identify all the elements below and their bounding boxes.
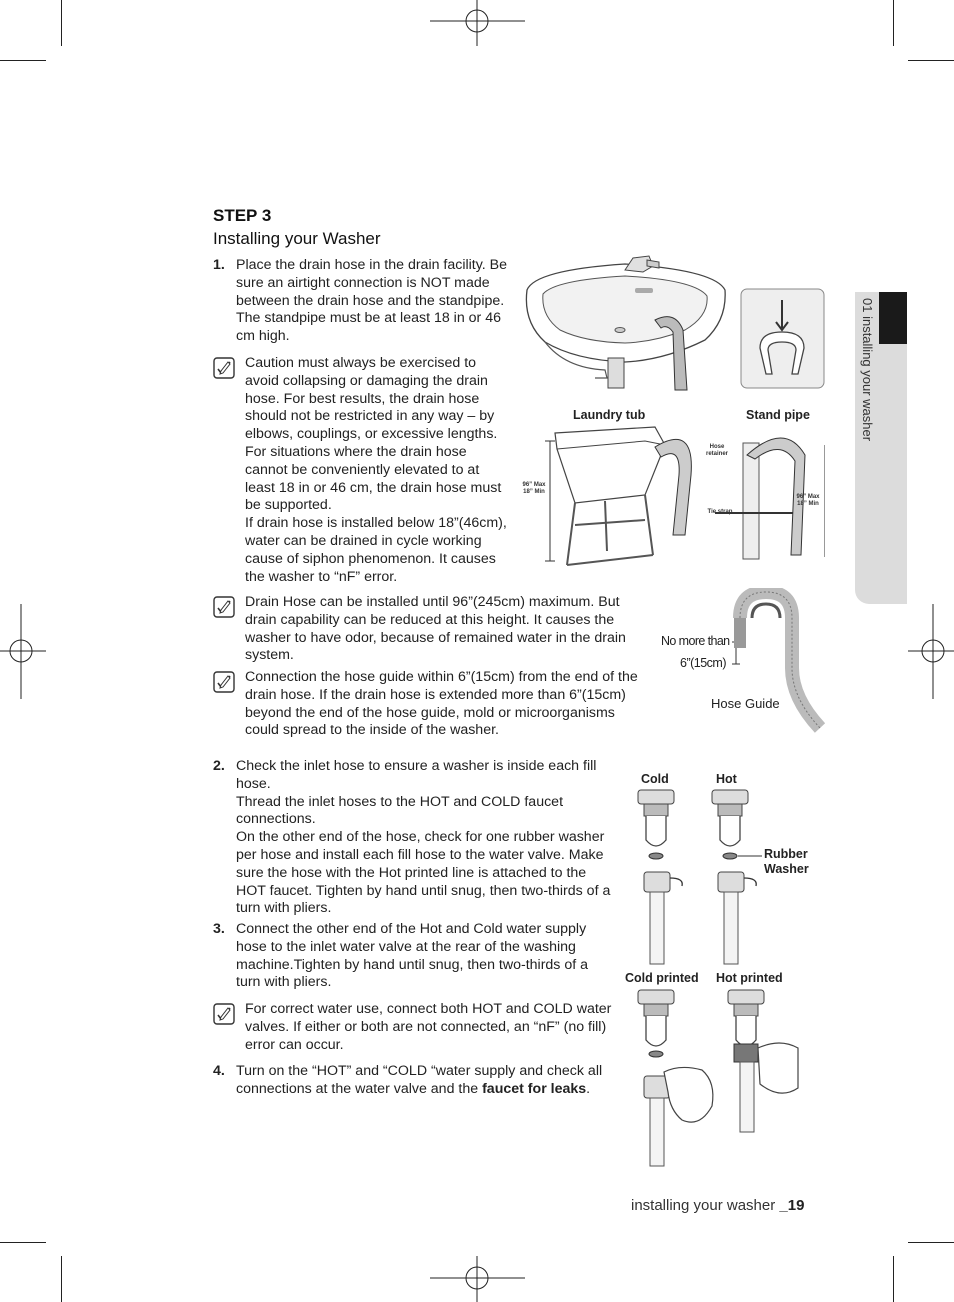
step-line: On the other end of the hose, check for one rubber washer: [236, 829, 605, 846]
hot-faucet: [712, 790, 762, 964]
side-tab-label: 01 installing your washer: [860, 298, 875, 442]
step-line: per hose and install each fill hose to the water valve. Make: [236, 846, 604, 863]
note-line: could spread to the inside of the washer.: [245, 722, 499, 739]
laundry-tub-standpipe-illustration: [515, 425, 825, 580]
hand-tightening-illustration: [630, 988, 800, 1170]
footer-text: installing your washer: [631, 1197, 780, 1214]
note-line: the washer to “nF” error.: [245, 568, 398, 585]
hose-guide-label: Hose Guide: [711, 696, 780, 711]
standpipe-inset-illustration: [740, 288, 825, 389]
step-line: Connect the other end of the Hot and Cold water supply: [236, 921, 587, 937]
step-line: connections at the water valve and the faucet for leaks.: [236, 1080, 591, 1097]
note-line: drain capability can be reduced at this height. It causes the: [245, 611, 615, 628]
note-icon: [213, 357, 235, 379]
crop-mark: [0, 60, 46, 61]
registration-mark-right: [908, 604, 954, 699]
sink-illustration: [515, 250, 735, 400]
side-tab-marker: [879, 292, 907, 344]
note-line: error can occur.: [245, 1036, 344, 1053]
crop-mark: [61, 0, 62, 46]
step-line: sure the hose with the Hot printed line is attached to the: [236, 864, 587, 881]
crop-mark: [893, 0, 894, 46]
note-line: should not be restricted in any way – by: [245, 408, 495, 425]
step-line: connections.: [236, 811, 316, 828]
note-line: water can be drained in cycle working: [245, 532, 482, 549]
faucet-connection-illustration: [630, 788, 770, 968]
tie-strap-label: Tie strap: [707, 509, 733, 515]
step-line: turn with pliers.: [236, 900, 332, 917]
step-line: machine.Tighten by hand until snug, then two-thirds of a: [236, 956, 589, 973]
step-line: The standpipe must be at least 18 in or 46: [236, 310, 501, 327]
step-line: between the drain hose and the standpipe.: [236, 292, 505, 309]
note-line: system.: [245, 647, 294, 664]
note-line: For correct water use, connect both HOT and COLD water: [245, 1001, 612, 1017]
laundry-tub-label: Laundry tub: [573, 408, 646, 422]
step-line: Turn on the “HOT” and “COLD “water supply and check all: [236, 1063, 603, 1079]
cold-printed-label: Cold printed: [625, 971, 699, 985]
step-number: 1.: [213, 257, 225, 273]
note-line: elbows, couplings, or excessive lengths.: [245, 426, 498, 443]
step-number: 4.: [213, 1063, 225, 1079]
step-line: Check the inlet hose to ensure a washer is inside each fill: [236, 758, 597, 774]
hot-printed-faucet: [728, 990, 798, 1132]
no-more-than-label: No more than: [661, 634, 730, 648]
stand-pipe-label: Stand pipe: [746, 408, 810, 422]
cold-faucet: [638, 790, 682, 964]
note-line: drain hose. If the drain hose is extended more than 6”(15cm): [245, 686, 626, 703]
step-line: hose to the inlet water valve at the rear of the washing: [236, 938, 576, 955]
registration-mark-bottom: [430, 1256, 525, 1302]
note-line: Connection the hose guide within 6”(15cm) from the end of the: [245, 669, 638, 685]
step-line: sure an airtight connection is NOT made: [236, 274, 490, 291]
hot-label: Hot: [716, 772, 737, 786]
step-line: HOT faucet. Tighten by hand until snug, then two-thirds of a: [236, 882, 611, 899]
note-icon: [213, 1003, 235, 1025]
crop-mark: [908, 60, 954, 61]
hot-printed-label: Hot printed: [716, 971, 783, 985]
step-line: hose.: [236, 775, 271, 792]
hose-guide-illustration: [730, 588, 825, 736]
height-range-right: 96” Max 18” Min: [796, 494, 820, 507]
crop-mark: [0, 1242, 46, 1243]
note-line: If drain hose is installed below 18”(46cm),: [245, 515, 507, 532]
step-title: STEP 3: [213, 206, 272, 225]
note-line: be supported.: [245, 497, 332, 514]
note-icon: [213, 596, 235, 618]
step-line: Thread the inlet hoses to the HOT and COLD faucet: [236, 793, 564, 810]
note-line: cause of siphon phenomenon. It causes: [245, 550, 496, 567]
note-icon: [213, 671, 235, 693]
note-line: valves. If either or both are not connected, an “nF” (no fill): [245, 1018, 607, 1035]
step-line: turn with pliers.: [236, 974, 332, 991]
step-line: Place the drain hose in the drain facility. Be: [236, 257, 508, 273]
step-number: 3.: [213, 921, 225, 937]
crop-mark: [61, 1256, 62, 1302]
page-footer: [631, 1197, 804, 1214]
cold-printed-faucet: [638, 990, 713, 1166]
note-line: Drain Hose can be installed until 96”(245cm) maximum. But: [245, 594, 620, 610]
note-line: For situations where the drain hose: [245, 443, 467, 460]
note-line: Caution must always be exercised to: [245, 355, 477, 371]
crop-mark: [893, 1256, 894, 1302]
rubber-washer-label: Rubber Washer: [764, 847, 809, 876]
bold-emphasis: faucet for leaks: [482, 1080, 587, 1097]
note-line: washer to have odor, because of remained water in the drain: [245, 629, 626, 646]
step-line: cm high.: [236, 328, 290, 345]
note-line: least 18 in or 46 cm, the drain hose must: [245, 479, 502, 496]
note-line: hose. For best results, the drain hose: [245, 390, 480, 407]
step-number: 2.: [213, 758, 225, 774]
note-line: cannot be conveniently elevated to at: [245, 461, 480, 478]
registration-mark-top: [430, 0, 525, 50]
cold-label: Cold: [641, 772, 669, 786]
section-subtitle: Installing your Washer: [213, 229, 381, 248]
registration-mark-left: [0, 604, 46, 699]
page-number: _19: [779, 1197, 805, 1214]
height-range-left: 96” Max 18” Min: [522, 482, 546, 495]
note-line: avoid collapsing or damaging the drain: [245, 372, 488, 389]
crop-mark: [908, 1242, 954, 1243]
hose-retainer-label: Hose retainer: [705, 444, 728, 457]
six-inch-label: 6”(15cm): [680, 656, 727, 670]
note-line: beyond the end of the hose guide, mold or microorganisms: [245, 704, 615, 721]
